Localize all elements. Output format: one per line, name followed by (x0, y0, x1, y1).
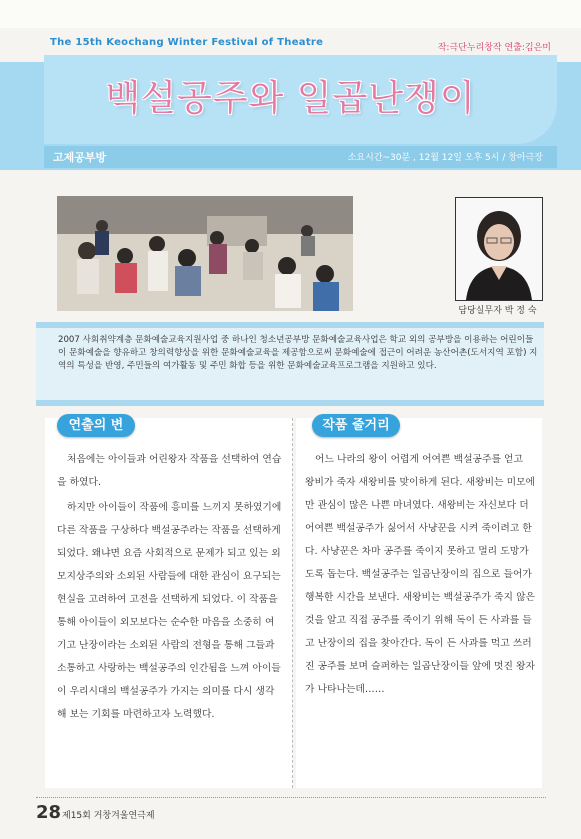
director-note-heading: 연출의 변 (57, 414, 135, 437)
director-note-paragraph: 처음에는 아이들과 어린왕자 작품을 선택하여 연습을 하였다. (57, 454, 282, 488)
intro-text: 2007 사회취약계층 문화예술교육지원사업 중 하나인 청소년공부방 문화예술교육사업은 학교 외의 공부방을 이용하는 어린이들이 문화예술을 향유하고 창의력향상을 위한 문화예술교육을 제공함으로써 문화예술에 접근이 어려운 농산어촌(도서지역 포함) 지역의 특성을 반영, 주민들의 여가활동 및 주민 화합 등을 위한 문화예술교육프로그램을 지원하고 있다. (58, 335, 538, 371)
schedule-text: 소요시간~30분 , 12월 12일 오후 5시 / 창아극장 (347, 153, 543, 163)
top-margin (0, 0, 581, 28)
festival-title: The 15th Keochang Winter Festival of Theatre (50, 37, 324, 48)
portrait-caption: 담당실무자 박 정 숙 (458, 306, 537, 316)
portrait-image (456, 198, 542, 300)
director-note-paragraph: 하지만 아이들이 작품에 흥미를 느끼지 못하였기에 다른 작품을 구상하다 백설공주라는 작품을 선택하게 되었다. 왜냐면 요즘 사회적으로 문제가 되고 있는 외모지상주의와 소외된 사람들에 대한 관심이 요구되는 현실을 고려하여 고전을 선택하게 되었다. 이 작품을 통해 아이들이 외모보다는 순수한 마음을 소중히 여기고 난장이라는 소외된 사람의 전형을 통해 그들과 소통하고 사랑하는 백설공주의 인간됨을 느껴 아이들이 우리시대의 백설공주가 가지는 의미를 다시 생각해 보는 기회를 마련하고자 노력했다. (57, 502, 282, 720)
synopsis-text (305, 448, 535, 703)
group-photo (57, 196, 353, 311)
synopsis-heading: 작품 줄거리 (312, 414, 400, 437)
footer-title: 제15회 거창겨울연극제 (62, 811, 155, 821)
portrait-photo (455, 197, 543, 301)
director-note-text (57, 448, 282, 728)
group-photo-image (57, 196, 353, 311)
credits: 작:극단누리창작 연출:김은미 (437, 43, 551, 53)
page-number: 28 (36, 802, 62, 823)
synopsis-paragraph: 어느 나라의 왕이 어렵게 어여쁜 백설공주를 얻고 왕비가 죽자 새왕비를 맞이하게 된다. 새왕비는 미모에만 관심이 많은 나쁜 마녀였다. 새왕비는 자신보다 더 어여쁜 백설공주가 싫어서 사냥꾼을 시켜 죽이려고 한다. 사냥꾼은 차마 공주를 죽이지 못하고 멀리 도망가도록 돕는다. 백설공주는 일곱난장이의 집으로 들어가 행복한 시간을 보낸다. 새왕비는 백설공주가 죽지 않은 것을 알고 직접 공주를 죽이기 위해 독이 든 사과를 들고 난장이의 집을 찾아간다. 독이 든 사과를 먹고 쓰러진 공주를 보며 슬퍼하는 일곱난장이들 앞에 멋진 왕자가 나타나는데…… (305, 454, 536, 695)
footer-divider (36, 797, 546, 798)
main-title: 백설공주와 일곱난쟁이 (105, 78, 476, 119)
venue-label: 고제공부방 (53, 151, 107, 164)
